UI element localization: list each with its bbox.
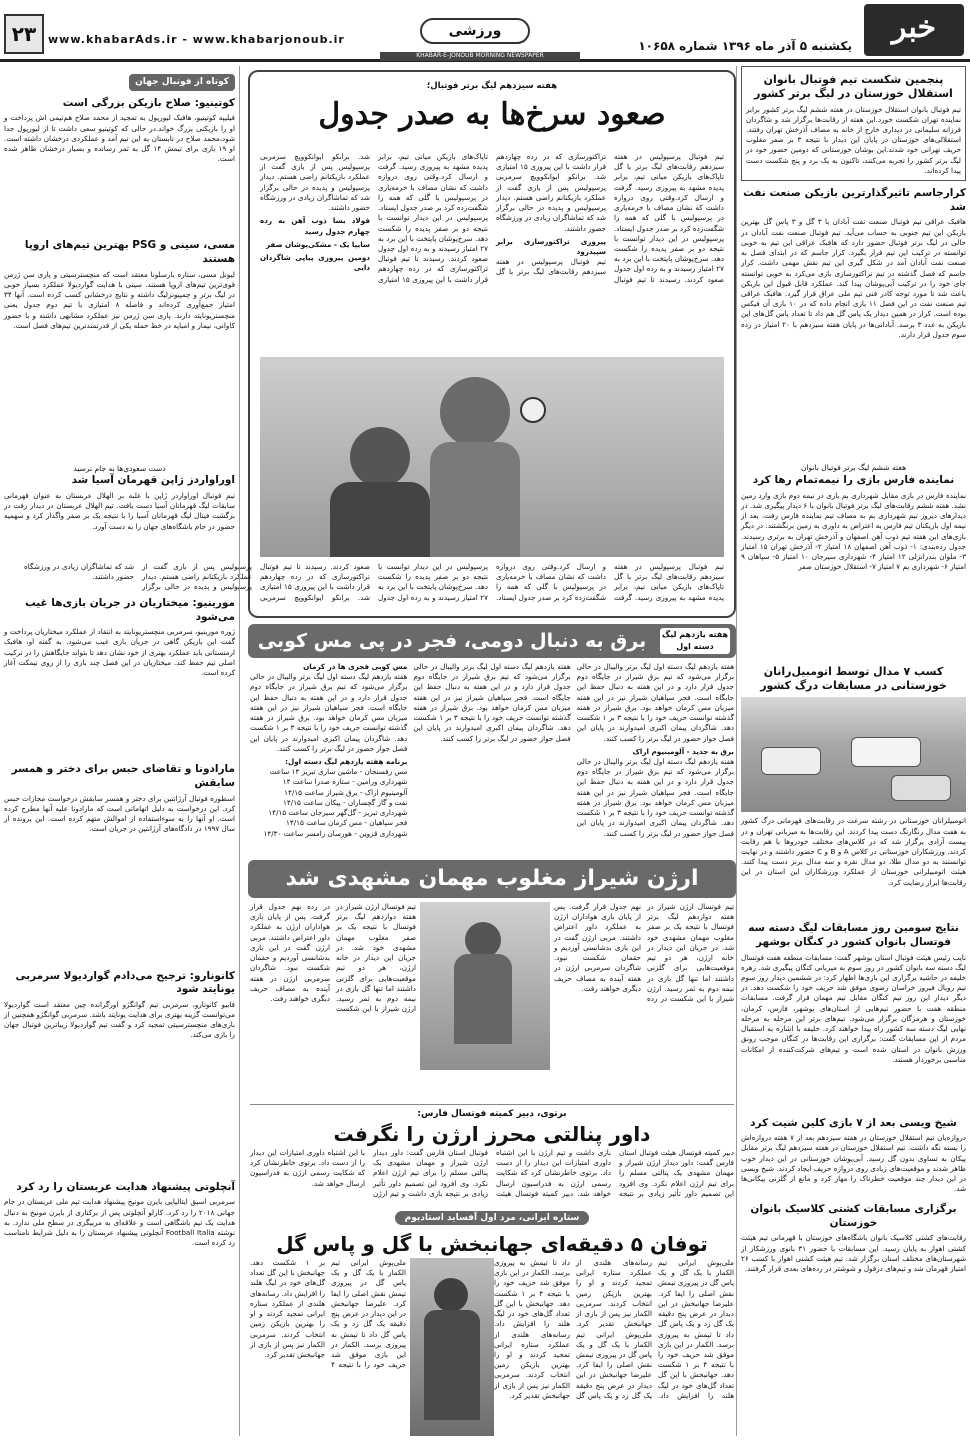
headline: ارژن شیراز مغلوب مهمان مشهدی شد bbox=[285, 866, 699, 891]
race-cars-photo bbox=[741, 697, 966, 812]
star-story-left bbox=[250, 1258, 406, 1436]
headline: نتایج سومین روز مسابقات لیگ دسته سه فوتسال بانوان کشور در کنگان بوشهر bbox=[748, 922, 959, 948]
schedule-row: شهرداری ورامین - ستاره صدرا ساعت ۱۴ bbox=[282, 777, 408, 787]
body-text: نایب رئیس هیئت فوتبال استان بوشهر گفت: مسابقات منطقه هفت فوتسال لیگ دسته سه بانوان کشور در روز سوم به میزبانی کنگان پیگیری شد. زهره خلیفه در حاشیه برگزاری این بازی‌ها اظهار کرد: در ششمین دیدار روز سوم تیم رویال فیروز خراسان رضوی موفق شد حریف خود را شکست دهد. در دیگر دیدار این روز تیم کنگان مقابل تیم مهمان قرار گرفت. مسابقات منطقه هفت با حضور تیم‌هایی از استان‌های بوشهر، فارس، کرمان، خوزستان و هرمزگان برگزار می‌شود. تیم‌های برتر این مرحله به مرحله نهایی لیگ دسته سه کشور راه پیدا خواهند کرد. خلیفه با اشاره به استقبال مردم از این مسابقات گفت: برگزاری این رقابت‌ها در کنگان موجب رونق ورزش بانوان در استان شده است و تیم‌های شرکت‌کننده از امکانات مناسبی برخوردار هستند. bbox=[741, 952, 966, 1064]
left-column bbox=[4, 66, 240, 1436]
subhead: فولاد بسا ذوب آهن به رده چهارم جدول رسید bbox=[260, 216, 370, 236]
divider bbox=[250, 1104, 734, 1105]
masthead bbox=[0, 0, 970, 62]
player-photo bbox=[410, 1258, 494, 1436]
body-text: فیلیپه کوتینیو، هافبک لیورپول به تمجید از محمد صلاح هم‌تیمی اش پرداخت و او را بازیکنی بزرگ خواند.در حالی که کوتینیو سعی داشت تا از لیورپول جدا شود،محمد صلاح در تابستان به این تیم آمد و عملکردی درخشان داشته است. او ۱۹ بازی برای تیمش ۱۴ گل به ثمر رسانده و بسیار درخشان ظاهر شده است. bbox=[4, 113, 235, 164]
schedule-row: مس رفسنجان - ماشین سازی تبریز ۱۴ ساعت bbox=[269, 767, 408, 777]
site-urls[interactable]: www.khabarAds.ir - www.khabarjonoub.ir bbox=[48, 33, 345, 46]
volleyball-story bbox=[250, 662, 734, 862]
body-text: هفته یازدهم لیگ دسته اول لیگ برتر والیبال در حالی برگزار می‌شود که تیم برق شیراز در جایگاه دوم جدول قرار دارد و در این هفته به دنبال حفظ این جایگاه است. فجر سپاهیان شیراز نیز در این هفته میزبان مس کرمان خواهد بود. برق شیراز در هفته گذشته توانست حریف خود را با نتیجه ۳ بر ۱ شکست دهد. شاگردان پیمان اکبری امیدوارند در پایان این فصل جواز حضور در لیگ برتر را کسب کنند. bbox=[413, 662, 571, 743]
headline: کوتینیو: صلاح بازیکن بزرگی است bbox=[62, 96, 235, 109]
body-text: لیونل مسی، ستاره بارسلونا معتقد است که منچسترسیتی و پاری سن ژرمن قوی‌ترین تیم‌های اروپا هستند. سیتی با هدایت گواردیولا عملکرد بسیار خوبی در لیگ برتر و چمپیونزلیگ داشته و نتایج درخشانی کسب کرده است. آنها ۳۴ امتیاز جمع‌آوری کرده‌اند و فاصله ۸ امتیازی با تیم دوم جدول یعنی منچستریونایتد دارند. پاری سن ژرمن نیز عملکرد مشابهی داشته و با حضور کاوانی، نیمار و امباپه در خط حمله یکی از قدرتمندترین تیم‌های فصل است. bbox=[4, 269, 235, 330]
headline: داور پنالتی محرز ارژن را نگرفت bbox=[333, 1122, 651, 1146]
body-text: اسطوره فوتبال آرژانتین برای دختر و همسر سابقش درخواست مجازات حبس کرد. این درخواست به دلیل اتهاماتی است که مارادونا علیه آنها مطرح کرده است. او آنها را به سوءاستفاده از اموالش متهم کرده است. این پرونده از سال ۱۹۹۷ در دادگاه‌های آرژانتین در جریان است. bbox=[4, 793, 235, 834]
referee-story bbox=[250, 1148, 734, 1208]
body-text: دبیر کمیته فوتسال هیئت فوتبال استان فارس گفت: داور دیدار ارژن شیراز و مهمان مشهدی یک پنالتی مسلم را برای تیم ارژن اعلام نکرد. وی افزود این تصمیم داور تأثیر زیادی بر نتیجه بازی داشت و تیم ارژن با این اشتباه داوری امتیازات این دیدار را از دست داد. برتوی خاطرنشان کرد که شکایت رسمی ارژن به فدراسیون ارسال خواهد شد. bbox=[496, 1148, 734, 1198]
right-column bbox=[736, 66, 966, 1436]
body-text: هفته یازدهم لیگ دسته اول لیگ برتر والیبال در حالی برگزار می‌شود که تیم برق شیراز در جایگاه دوم جدول قرار دارد و در این هفته به دنبال حفظ این جایگاه است. فجر سپاهیان شیراز نیز در این هفته میزبان مس کرمان خواهد بود. برق شیراز در هفته گذشته توانست حریف خود را با نتیجه ۳ بر ۱ شکست دهد. شاگردان پیمان اکبری امیدوارند در پایان این فصل جواز حضور در لیگ برتر را کسب کنند. bbox=[576, 662, 735, 743]
subhead: دومین پیروزی پیاپی شاگردان دایی bbox=[260, 252, 370, 273]
headline: کرارجاسم تاثیرگذارترین بازیکن صنعت نفت شد bbox=[743, 187, 966, 213]
schedule-row: آلومینیوم اراک - برق شیراز ساعت ۱۴/۱۵ bbox=[284, 787, 408, 797]
subhead: مس کوبی فجری ها در کرمان bbox=[303, 662, 408, 671]
body-text: هافبک عراقی تیم فوتبال صنعت نفت آبادان با ۳ گل و ۳ پاس گل بهترین بازیکن این تیم جنوبی به حساب می‌آید. تیم فوتبال صنعت نفت آبادان در حالی در لیگ برتر فوتبال حضور دارد که هافبک عراقی این تیم به خوبی توانسته در ترکیب این تیم قرار بگیرد. کرار جاسم که در ابتدای فصل به صنعت نفت آبادان آمد در شکل گیری این تیم نقش مهمی داشت. کرار جاسم که فصل گذشته در تیم تراکتورسازی بازی می‌کرد به خوبی توانسته جای خود را در ترکیب آبی‌پوشان پیدا کند. عملکرد قابل قبول این بازیکن باعث شد تا مورد توجه کادر فنی تیم ملی عراق قرار گیرد. هافبک عراقی تیم صنعت نفت در این فصل ۱۱ بازی انجام داده که در ۱۰ بازی آن فیکس بوده است. کرار در همین دیدار یک پاس گل هم داد تا تعداد پاس گل‌های این بازیکن به عدد ۳ برسد. آبادانی‌ها در پایان هفته سیزدهم با ۲۰ امتیاز در رده سوم جدول قرار دارند. bbox=[741, 217, 967, 339]
body-text: دبیر کمیته فوتسال هیئت فوتبال استان فارس گفت: داور دیدار ارژن شیراز و مهمان مشهدی یک پنالتی مسلم را برای تیم ارژن اعلام نکرد. وی افزود این تصمیم داور تأثیر زیادی بر نتیجه بازی داشت و تیم ارژن با این اشتباه داوری امتیازات این دیدار را از دست داد. برتوی خاطرنشان کرد که شکایت رسمی ارژن به فدراسیون ارسال خواهد شد. bbox=[250, 1148, 574, 1198]
body-paragraph: تیم فوتبال پرسپولیس در هفته سیزدهم رقابت‌های لیگ برتر با گل تاپاک‌های بازیکن میانی تیم، برابر پدیده مشهد به پیروزی رسید. گرفت و ارسال کرد.وقتی روی دروازه داشت که نشان مصاف با خرمه‌یاری در پرسپولیس با گلی که همه را شگفت‌زده کرد بر صدر جدول ایستاد. پرسپولیس در این دیدار توانست با نتیجه دو بر صفر پدیده را شکست دهد. سرخ‌پوشان پایتخت با این برد به ۲۷ امتیاز رسیدند و به رده اول جدول صعود کردند. رسیدند تا تیم فوتبال تراکتورسازی که در رده چهاردهم قرار داشت با این پیروزی ۱۵ امتیازی شد. برانکو ایوانکوویچ سرمربی پرسپولیس پس از بازی گفت از عملکرد بازیکنانم راضی هستم. دیدار پرسپولیس و پدیده در حالی برگزار شد که تماشاگران زیادی در ورزشگاه حضور داشتند. bbox=[260, 152, 606, 284]
headline: توفان ۵ دقیقه‌ای جهانبخش با گل و پاس گل bbox=[276, 1232, 708, 1256]
volleyball-banner bbox=[248, 624, 736, 658]
headline: برگزاری مسابقات کشتی کلاسیک بانوان خوزستان bbox=[750, 1203, 957, 1229]
label: هفته یازدهم لیگ دسته اول bbox=[660, 628, 730, 654]
headline: مارادونا و تقاضای حبس برای دختر و همسر سابقش bbox=[11, 763, 235, 789]
futsal-banner bbox=[248, 860, 736, 898]
futsal-photo bbox=[420, 902, 550, 1070]
main-headline: صعود سرخ‌ها به صدر جدول bbox=[318, 97, 666, 133]
body-text: دروازه‌بان تیم استقلال خوزستان در هفته سیزدهم بعد از ۷ هفته دروازه‌اش را بسته نگه داشت. تیم استقلال خوزستان در هفته سیزدهم لیگ برتر مقابل پیکان به تساوی بدون گل رسید. آبی‌پوشان خوزستانی در این دیدار خوب ظاهر شدند و موقعیت‌های زیادی روی دروازه حریف ایجاد کردند. شیخ ویسی در این دیدار چند موقعیت خطرناک را مهار کرد و مانع از گلزنی پیکانی‌ها شد. bbox=[741, 1133, 966, 1194]
subhead: برق به جدید - آلومینیوم اراک bbox=[632, 746, 734, 756]
body-text: ملی‌پوش ایرانی تیم الکمار با یک گل و یک پاس گل در پیروزی تیمش نقش اصلی را ایفا کرد. علیرضا جهانبخش در این دیدار در عرض پنج دقیقه یک گل زد و یک پاس گل داد تا تیمش به پیروزی برسد. الکمار در این بازی موفق شد حریف خود را با نتیجه ۴ بر ۱ شکست دهد. جهانبخش با این گل تعداد گل‌های خود در لیگ هلند را افزایش داد. رسانه‌های هلندی از عملکرد ستاره ایرانی تمجید کردند و او را بهترین بازیکن زمین انتخاب کردند. سرمربی الکمار نیز پس از بازی از جهانبخش تقدیر کرد. bbox=[250, 1258, 406, 1370]
headline: اوراواردز ژاپن قهرمان آسیا شد bbox=[71, 474, 235, 487]
body-text: هفته یازدهم لیگ دسته اول لیگ برتر والیبال در حالی برگزار می‌شود که تیم برق شیراز در جایگاه دوم جدول قرار دارد و در این هفته به دنبال حفظ این جایگاه است. فجر سپاهیان شیراز نیز در این هفته میزبان مس کرمان خواهد بود. برق شیراز در هفته گذشته توانست حریف خود را با نتیجه ۳ بر ۱ شکست دهد. شاگردان پیمان اکبری امیدوارند در پایان این فصل جواز حضور در لیگ برتر را کسب کنند. bbox=[250, 672, 408, 753]
body-text: تیم فوتبال اوراواردز ژاپن با غلبه بر الهلال عربستان به عنوان قهرمانی سابقات لیگ قهرمانان آسیا دست یافت. تیم الهلال عربستان در دیدار رفت در برگشت فینال لیگ قهرمانان آسیا را با نتیجه یک بر صفر واگذار کرد و سهمیه حضور در جام باشگاه‌های جهان را به دست آورد. bbox=[4, 490, 235, 531]
body-paragraph: تیم فوتبال پرسپولیس در هفته سیزدهم رقابت‌های لیگ برتر با گل تاپاک‌های بازیکن میانی تیم، برابر پدیده مشهد به پیروزی رسید. گرفت و ارسال کرد.وقتی روی دروازه داشت که نشان مصاف با خرمه‌یاری در پرسپولیس با گلی که همه را شگفت‌زده کرد بر صدر جدول ایستاد. پرسپولیس در این دیدار توانست با نتیجه دو بر صفر پدیده را شکست دهد. سرخ‌پوشان پایتخت با این برد به ۲۷ امتیاز رسیدند و به رده اول جدول صعود کردند. رسیدند تا تیم فوتبال تراکتورسازی که در رده چهاردهم قرار داشت با این پیروزی ۱۵ امتیازی شد. برانکو ایوانکوویچ سرمربی پرسپولیس پس از بازی گفت از عملکرد بازیکنانم راضی هستم. دیدار پرسپولیس و پدیده در حالی برگزار شد که تماشاگران زیادی در ورزشگاه حضور داشتند. bbox=[496, 152, 724, 284]
schedule-row: نفت و گاز گچساران - پیکان ساعت ۱۴/۱۵ bbox=[283, 797, 408, 807]
body-text: اتومبیلرانان خوزستانی در رشته سرعت در رقابت‌های قهرمانی درگ کشور به هفت مدال رنگارنگ دست پیدا کردند. این رقابت‌ها به میزبانی تهران و در پیست آزادی برگزار شد که در کلاس‌های مختلف خودروها با هم رقابت کردند. ورزشکاران خوزستانی در کلاس A و B و C حضور داشتند و در نهایت توانستند به دو مدال طلا، دو مدال نقره و سه مدال برنز دست پیدا کنند. هیئت اتومبیلرانی خوزستان از عملکرد ورزشکاران این استان در این رقابت‌ها ابراز رضایت کرد. bbox=[741, 816, 966, 887]
kicker: دست سعودی‌ها به جام نرسید bbox=[73, 463, 166, 473]
body-text: سرمربی اسبق ایتالیایی بایرن مونیخ پیشنهاد هدایت تیم ملی عربستان در جام جهانی ۲۰۱۸ را رد کرد. کارلو آنچلوتی پس از برکناری از بایرن مونیخ به دنبال هدایت یک تیم باشگاهی است و علاقه‌ای به مربیگری در سطح ملی ندارد. به نوشته Football Italia آنچلوتی پیشنهاد عربستان را به دلیل شرایط نامناسب رد کرده است. bbox=[4, 1197, 235, 1248]
headline: کسب ۷ مدال توسط اتومبیل‌رانان خوزستانی در مسابقات درگ کشور bbox=[760, 664, 947, 692]
body-text: هفته یازدهم لیگ دسته اول لیگ برتر والیبال در حالی برگزار می‌شود که تیم برق شیراز در جایگاه دوم جدول قرار دارد و در این هفته به دنبال حفظ این جایگاه است. فجر سپاهیان شیراز نیز در این هفته میزبان مس کرمان خواهد بود. برق شیراز در هفته گذشته توانست حریف خود را با نتیجه ۳ بر ۱ شکست دهد. شاگردان پیمان اکبری امیدوارند در پایان این فصل جواز حضور در لیگ برتر را کسب کنند. bbox=[576, 756, 735, 838]
body-text: فابیو کانونارو، سرمربی تیم گوانگژو اورگرانده چین معتقد است گواردیولا می‌توانست گزینه بهتری برای هدایت یونایتد باشد. سرمربی گوانگژو همچنین از بازی‌های منچسترسیتی تمجید کرد و گفت تیم گواردیولا زیباترین فوتبال جهان را بازی می‌کند. bbox=[4, 999, 235, 1040]
issue-date: یکشنبه ۵ آذر ماه ۱۳۹۶ شماره ۱۰۶۵۸ bbox=[638, 39, 852, 53]
body-text bbox=[260, 152, 724, 352]
body-text: ملی‌پوش ایرانی تیم الکمار با یک گل و یک پاس گل در پیروزی تیمش نقش اصلی را ایفا کرد. علیرضا جهانبخش در این دیدار در عرض پنج دقیقه یک گل زد و یک پاس گل داد تا تیمش به پیروزی برسد. الکمار در این بازی موفق شد حریف خود را با نتیجه ۴ بر ۱ شکست دهد. جهانبخش با این گل تعداد گل‌های خود در لیگ هلند را افزایش داد. رسانه‌های هلندی از عملکرد ستاره ایرانی تمجید کردند و او را بهترین بازیکن زمین انتخاب کردند. سرمربی الکمار نیز پس از بازی از جهانبخش تقدیر کرد. bbox=[494, 1258, 652, 1400]
headline: پنجمین شکست تیم فوتبال بانوان استقلال خوزستان در لیگ برتر کشور bbox=[754, 73, 953, 101]
football-match-photo bbox=[260, 357, 724, 557]
story-women-football bbox=[741, 66, 966, 181]
body-text: نماینده فارس در بازی مقابل شهرداری بم بازی در نیمه دوم بازی وارد زمین نشد. هفته ششم رقابت‌های لیگ برتر فوتبال بانوان با ۶ دیدار پیگیری شد. در دیدارهای دیروز تیم شهرداری بم به مصاف تیم نماینده فارس رفت. بعد از نیمه اول بازیکنان تیم فارس به اعتراض به داوری به زمین برنگشتند. در دیگر بازی‌های این هفته تیم ذوب آهن اصفهان و آذرخش تهران به برتری رسیدند. جدول رده‌بندی: ۱- ذوب آهن اصفهان ۱۸ امتیاز ۲- آذرخش تهران ۱۵ امتیاز ۳- ملوان بندرانزلی ۱۲ امتیاز ۴- شهرداری سیرجان ۱۰ امتیاز ۵- سپاهان ۹ امتیاز ۶- شهرداری بم ۷ امتیاز ۷- استقلال خوزستان صفر bbox=[741, 490, 966, 572]
newspaper-logo: خبر bbox=[864, 4, 964, 56]
headline: نماینده فارس بازی را نیمه‌تمام رها کرد bbox=[752, 474, 955, 487]
star-story bbox=[494, 1258, 734, 1436]
subhead: سایپا یک - مشکی‌پوشان صفر bbox=[265, 239, 370, 249]
body-text: ژوزه مورینیو، سرمربی منچستریونایتد به انتقاد از عملکرد میختاریان پرداخت و گفت این بازیکن گاهی در جریان بازی غیب می‌شود. به گفته او، هافبک ارمنستانی باید عملکرد بهتری از خود نشان دهد تا بتواند جایگاهش را در ترکیب اصلی تیم حفظ کند. میختاریان در این فصل چند بازی را از روی نیمکت آغاز کرده است. bbox=[4, 627, 235, 678]
headline: مورینیو: میختاریان در جریان بازی‌ها غیب می‌شود bbox=[25, 596, 235, 623]
schedule-row: شهرداری تبریز - گل‌گهر سیرجان ساعت ۱۴/۱۵ bbox=[268, 808, 408, 818]
body-text: ملی‌پوش ایرانی تیم الکمار با یک گل و یک پاس گل در پیروزی تیمش نقش اصلی را ایفا کرد. علیرضا جهانبخش در این دیدار در عرض پنج دقیقه یک گل زد و یک پاس گل داد تا تیمش به پیروزی برسد. الکمار در این بازی موفق شد حریف خود را با نتیجه ۴ بر ۱ شکست دهد. جهانبخش با این گل تعداد گل‌های خود در لیگ هلند را افزایش داد. رسانه‌های هلندی از عملکرد ستاره ایرانی تمجید کردند و او را بهترین بازیکن زمین انتخاب کردند. سرمربی الکمار نیز پس از بازی از جهانبخش تقدیر کرد. bbox=[576, 1258, 734, 1400]
box-label: کوتاه از فوتبال جهان bbox=[129, 74, 235, 91]
futsal-story-right bbox=[554, 902, 734, 1102]
body-text: تیم فوتسال ارژن شیراز در هفته دوازدهم لیگ برتر فوتسال با نتیجه یک بر صفر مغلوب مهمان مشهدی خود شد. در جریان این دیدار در خانه ارژن، هر دو تیم موقعیت‌هایی برای گلزنی داشتند اما تنها گل بازی در نیمه دوم به ثمر رسید. ارژن شیراز با این شکست در رده نهم جدول قرار گرفت. پس از پایان بازی هواداران ارژن به عملکرد داور اعتراض داشتند. مربی ارژن گفت در این بازی بدشانسی آوردیم و حقمان شکست نبود. شاگردان سرمربی ارژن در هفته آینده به مصاف حریف دیگری خواهند رفت. bbox=[554, 902, 734, 1003]
kicker: هفته ششم لیگ برتر فوتبال بانوان bbox=[800, 463, 907, 473]
kicker: هفته سیزدهم لیگ برتر فوتبال؛ bbox=[426, 81, 558, 91]
body-text: تیم فوتبال بانوان استقلال خوزستان در هفته ششم لیگ برتر کشور برابر نماینده تهران شکست خورد.این هفته از رقابت‌ها برگزار شد و شاگردان فرزانه سلیمانی در دیداری خارج از خانه به مصاف آذرخش تهران رفتند. استقلالی‌های خوزستان در پایان این دیدار با نتیجه ۳ بر صفر مغلوب حریف تهرانی خود شدند.این بوشان خوزستانی که دومین حضور خود در لیگ برتر کشور را تجربه می‌کنند، تاکنون به یک برد و پنج شکست دست پیدا کرده‌اند. bbox=[746, 104, 961, 175]
section-label: ورزشی bbox=[420, 18, 530, 44]
subhead: پیروزی تراکتورسازی برابر سپیدرود bbox=[496, 236, 606, 256]
headline: برق به دنبال دومی، فجر در پی مس کوبی bbox=[257, 630, 647, 652]
schedule-row: فجر سپاهیان - مس کرمان ساعت ۱۴/۱۵ bbox=[286, 818, 408, 828]
headline: کانونارو: ترجیح می‌دادم گواردیولا سرمربی یونایتد شود bbox=[15, 969, 235, 996]
kicker: برتوی، دبیر کمیته فوتسال فارس: bbox=[417, 1109, 567, 1119]
page-number: ۲۳ bbox=[4, 14, 44, 54]
schedule-row: شهرداری قزوین - هورسان رامسر ساعت ۱۴/۳۰ bbox=[263, 828, 408, 838]
label: ستاره ایرانی، مرد اول آفساید استادیوم bbox=[395, 1211, 590, 1225]
body-text: تیم فوتسال ارژن شیراز در هفته دوازدهم لیگ برتر فوتسال با نتیجه یک بر صفر مغلوب مهمان مشهدی خود شد. در جریان این دیدار در خانه ارژن، هر دو تیم موقعیت‌هایی برای گلزنی داشتند اما تنها گل بازی در نیمه دوم به ثمر رسید. ارژن شیراز با این شکست در رده نهم جدول قرار گرفت. پس از پایان بازی هواداران ارژن به عملکرد داور اعتراض داشتند. مربی ارژن گفت در این بازی بدشانسی آوردیم و حقمان شکست نبود. شاگردان سرمربی ارژن در هفته آینده به مصاف حریف دیگری خواهند رفت. bbox=[250, 902, 416, 1014]
headline: آنچلوتی پیشنهاد هدایت عربستان را رد کرد bbox=[16, 1180, 235, 1193]
tagline: KHABAR-E-JONOUB MORNING NEWSPAPER bbox=[380, 52, 580, 61]
futsal-story-left bbox=[250, 902, 416, 1102]
body-text: رقابت‌های کشتی کلاسیک بانوان باشگاه‌های خوزستان با قهرمانی تیم هیئت کشتی اهواز به پایان رسید. این مسابقات با حضور ۳۱ بانوی ورزشکار از شهرستان‌های مختلف استان برگزار شد. تیم هیئت کشتی اهواز با کسب ۲۶ امتیاز قهرمان شد و تیم‌های دزفول و شوشتر در رده‌های بعدی قرار گرفتند. bbox=[741, 1233, 966, 1274]
headline: شیخ ویسی بعد از ۷ بازی کلین شیت کرد bbox=[750, 1116, 957, 1129]
star-label-wrap bbox=[250, 1212, 734, 1225]
body-paragraph: تیم فوتبال پرسپولیس در هفته سیزدهم رقابت‌های لیگ برتر با گل تاپاک‌های بازیکن میانی تیم، برابر پدیده مشهد به پیروزی رسید. گرفت و ارسال کرد.وقتی روی دروازه داشت که نشان مصاف با خرمه‌یاری در پرسپولیس با گلی که همه را شگفت‌زده کرد بر صدر جدول ایستاد. پرسپولیس در این دیدار توانست با نتیجه دو بر صفر پدیده را شکست دهد. سرخ‌پوشان پایتخت با این برد به ۲۷ امتیاز رسیدند و به رده اول جدول صعود کردند. رسیدند تا تیم فوتبال تراکتورسازی که در رده چهاردهم قرار داشت با این پیروزی ۱۵ امتیازی شد. برانکو ایوانکوویچ سرمربی پرسپولیس پس از بازی گفت از عملکرد بازیکنانم راضی هستم. دیدار پرسپولیس و پدیده در حالی برگزار شد که تماشاگران زیادی در ورزشگاه حضور داشتند. bbox=[24, 562, 724, 602]
headline: مسی، سینی و PSG بهترین تیم‌های اروپا هستند bbox=[24, 239, 235, 266]
schedule-title: برنامه هفته یازدهم لیگ دسته اول: bbox=[285, 756, 408, 766]
